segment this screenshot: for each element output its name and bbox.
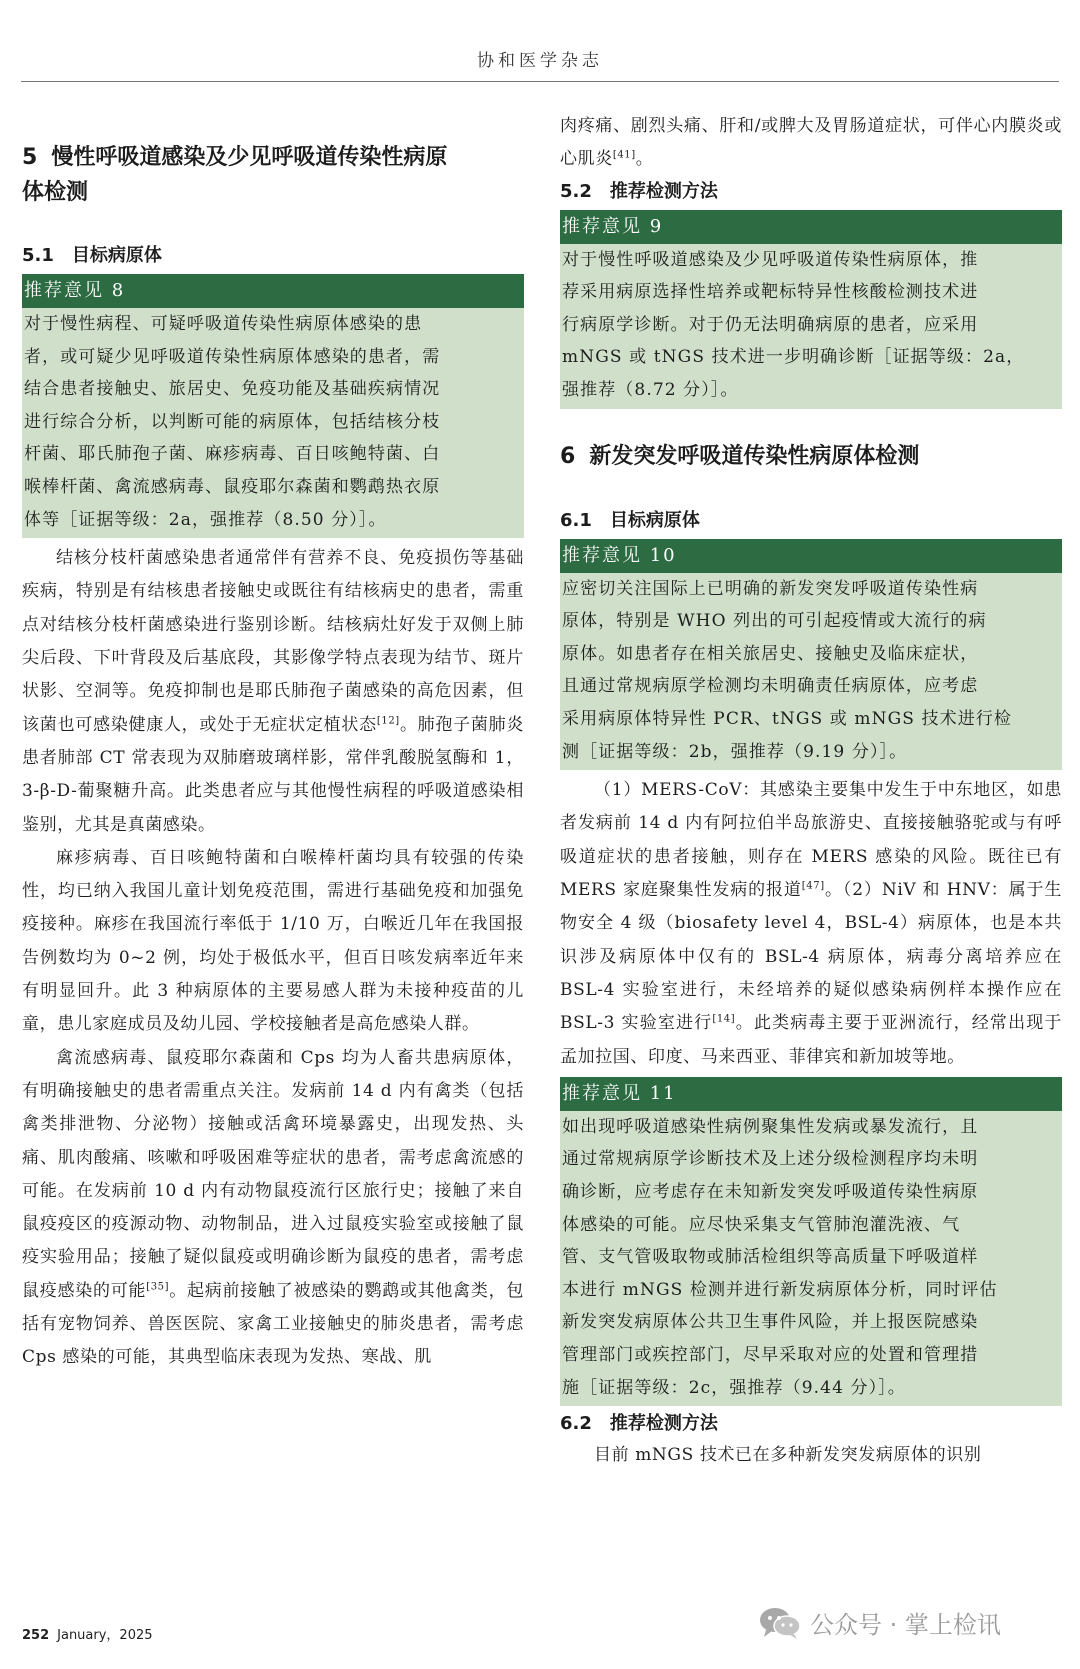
recommendation-8-box <box>22 274 524 538</box>
watermark <box>758 1605 1001 1640</box>
recommendation-9-box <box>560 210 1062 409</box>
section-5-title: 5 慢性呼吸道感染及少见呼吸道传染性病原 体检测 <box>22 145 448 205</box>
issue-date: January，2025 <box>57 1628 153 1643</box>
page-footer <box>22 1624 153 1643</box>
page-number: 252 <box>22 1628 50 1643</box>
citation: [12] <box>376 714 400 726</box>
recommendation-10-heading: 推荐意见 10 <box>560 539 1062 573</box>
subsection-6-2-title: 6.2 推荐检测方法 <box>560 1413 718 1435</box>
paragraph-measles-pertussis: 麻疹病毒、百日咳鲍特菌和白喉棒杆菌均具有较强的传染性，均已纳入我国儿童计划免疫范围，需进行基础免疫和加强免疫接种。麻疹在我国流行率低于 1/10 万，白喉近几年在我国报告例数均为 0~2 例，均处于极低水平，但百日咳发病率近年来有明显回升。此 3 种病原体的主要易感人群为未接种疫苗的儿童，患儿家庭成员及幼儿园、学校接触者是高危感染人群。 <box>22 847 524 1035</box>
recommendation-11-box <box>560 1077 1062 1406</box>
left-column <box>22 98 524 1375</box>
citation: [47] <box>801 880 825 892</box>
paragraph-zoonotic: 禽流感病毒、鼠疫耶尔森菌和 Cps 均为人畜共患病原体，有明确接触史的患者需重点关注。发病前 14 d 内有禽类（包括禽类排泄物、分泌物）接触或活禽环境暴露史，出现发热、头痛、肌肉酸痛、咳嗽和呼吸困难等症状的患者，需考虑禽流感的可能。在发病前 10 d 内有动物鼠疫流行区旅行史；接触了来自鼠疫疫区的疫源动物、动物制品，进入过鼠疫实验室或接触了鼠疫实验用品；接触了疑似鼠疫或明确诊断为鼠疫的患者，需考虑鼠疫感染的可能[35]。起病前接触了被感染的鹦鹉或其他禽类，包括有宠物饲养、兽医医院、家禽工业接触史的肺炎患者，需考虑 Cps 感染的可能，其典型临床表现为发热、寒战、肌 <box>22 1047 524 1368</box>
recommendation-8-heading: 推荐意见 8 <box>22 274 524 308</box>
journal-title: 协和医学杂志 <box>477 51 603 71</box>
subsection-5-1-title: 5.1 目标病原体 <box>22 245 162 266</box>
watermark-text: 公众号 · 掌上检讯 <box>810 1611 1001 1639</box>
wechat-icon <box>758 1606 802 1640</box>
citation: [35] <box>146 1281 170 1293</box>
paragraph-tuberculosis: 结核分枝杆菌感染患者通常伴有营养不良、免疫损伤等基础疾病，特别是有结核患者接触史或既往有结核病史的患者，需重点对结核分枝杆菌感染进行鉴别诊断。结核病灶好发于双侧上肺尖后段、下叶背段及后基底段，其影像学特点表现为结节、斑片状影、空洞等。免疫抑制也是耶氏肺孢子菌感染的高危因素，但该菌也可感染健康人，或处于无症状定植状态[12]。肺孢子菌肺炎患者肺部 CT 常表现为双肺磨玻璃样影，常伴乳酸脱氢酶和 1，3-β-D-葡聚糖升高。此类患者应与其他慢性病程的呼吸道感染相鉴别，尤其是真菌感染。 <box>22 548 524 835</box>
recommendation-10-box <box>560 539 1062 771</box>
paragraph-continued: 肉疼痛、剧烈头痛、肝和/或脾大及胃肠道症状，可伴心内膜炎或心肌炎[41]。 <box>560 116 1062 170</box>
citation: [41] <box>612 149 636 161</box>
page-header <box>0 0 1080 83</box>
header-rule <box>21 81 1059 82</box>
right-column <box>560 110 1062 1472</box>
section-6-title: 6 新发突发呼吸道传染性病原体检测 <box>560 443 920 469</box>
recommendation-10-body: 应密切关注国际上已明确的新发突发呼吸道传染性病 原体，特别是 WHO 列出的可引起疫情或大流行的病 原体。如患者存在相关旅居史、接触史及临床症状， 且通过常规病原学检测均未明确责任病原体，应考虑 采用病原体特异性 PCR、tNGS 或 mNGS 技术进行检 测［证据等级：2b，强推荐（9.19 分）］。 <box>562 578 1013 762</box>
paragraph-mngs: 目前 mNGS 技术已在多种新发突发病原体的识别 <box>594 1445 982 1466</box>
recommendation-9-body: 对于慢性呼吸道感染及少见呼吸道传染性病原体，推 荐采用病原选择性培养或靶标特异性核酸检测技术进 行病原学诊断。对于仍无法明确病原的患者，应采用 mNGS 或 tNGS 技术进一步明确诊断［证据等级：2a， 强推荐（8.72 分）］。 <box>562 249 1025 400</box>
subsection-5-2-title: 5.2 推荐检测方法 <box>560 180 718 202</box>
recommendation-11-heading: 推荐意见 11 <box>560 1077 1062 1111</box>
paragraph-mers-niv: （1）MERS-CoV：其感染主要集中发生于中东地区，如患者发病前 14 d 内有阿拉伯半岛旅游史、直接接触骆驼或与有呼吸道症状的患者接触，则存在 MERS 感染的风险。既往已有 MERS 家庭聚集性发病的报道[47]。（2）NiV 和 HNV：属于生物安全 4 级（biosafety level 4，BSL-4）病原体，也是本共识涉及病原体中仅有的 BSL-4 病原体，病毒分离培养应在 BSL-4 实验室进行，未经培养的疑似感染病例样本操作应在 BSL-3 实验室进行[14]。此类病毒主要于亚洲流行，经常出现于孟加拉国、印度、马来西亚、菲律宾和新加坡等地。 <box>560 780 1062 1067</box>
recommendation-8-body: 对于慢性病程、可疑呼吸道传染性病原体感染的患 者，或可疑少见呼吸道传染性病原体感染的患者，需 结合患者接触史、旅居史、免疫功能及基础疾病情况 进行综合分析，以判断可能的病原体，包括结核分枝 杆菌、耶氏肺孢子菌、麻疹病毒、百日咳鲍特菌、白 喉棒杆菌、禽流感病毒、鼠疫耶尔森菌和鹦鹉热衣原 体等［证据等级：2a，强推荐（8.50 分）］。 <box>24 314 441 530</box>
citation: [14] <box>712 1013 736 1025</box>
recommendation-11-body: 如出现呼吸道感染性病例聚集性发病或暴发流行，且 通过常规病原学诊断技术及上述分级检测程序均未明 确诊断，应考虑存在未知新发突发呼吸道传染性病原 体感染的可能。应尽快采集支气管肺泡灌洗液、气 管、支气管吸取物或肺活检组织等高质量下呼吸道样 本进行 mNGS 检测并进行新发病原体分析，同时评估 新发突发病原体公共卫生事件风险，并上报医院感染 管理部门或疾控部门，尽早采取对应的处置和管理措 施［证据等级：2c，强推荐（9.44 分）］。 <box>562 1116 998 1398</box>
recommendation-9-heading: 推荐意见 9 <box>560 210 1062 244</box>
subsection-6-1-title: 6.1 目标病原体 <box>560 509 700 531</box>
